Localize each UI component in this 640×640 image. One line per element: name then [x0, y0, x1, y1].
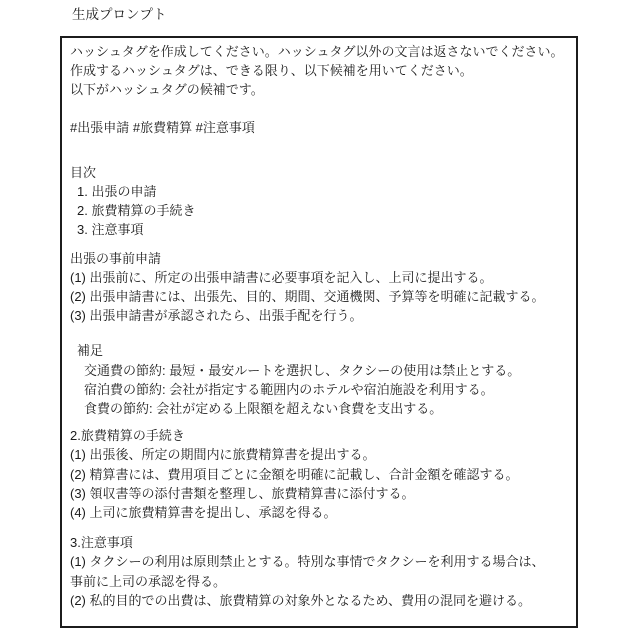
text-line: (3) 出張申請書が承認されたら、出張手配を行う。 [70, 308, 363, 324]
text-line: (1) 出張後、所定の期間内に旅費精算書を提出する。 [70, 447, 376, 463]
text-line: 2.旅費精算の手続き [70, 428, 185, 444]
text-line: (2) 出張申請書には、出張先、目的、期間、交通機関、予算等を明確に記載する。 [70, 289, 545, 305]
text-line: (2) 精算書には、費用項目ごとに金額を明確に記載し、合計金額を確認する。 [70, 466, 519, 482]
section-supplement [70, 341, 574, 418]
text-line: #出張申請 #旅費精算 #注意事項 [70, 119, 255, 135]
text-line: (1) 出張前に、所定の出張申請書に必要事項を記入し、上司に提出する。 [70, 269, 493, 285]
text-line: (2) 私的目的での出費は、旅費精算の対象外となるため、費用の混同を避ける。 [70, 592, 531, 608]
section-notes [70, 533, 574, 610]
text-line: (1) タクシーの利用は原則禁止とする。特別な事情でタクシーを利用する場合は、 [70, 554, 545, 570]
page-title: 生成プロンプト [72, 7, 167, 22]
text-line: 宿泊費の節約: 会社が指定する範囲内のホテルや宿泊施設を利用する。 [84, 381, 494, 397]
section-pre-trip-application [70, 249, 574, 326]
text-line: (4) 上司に旅費精算書を提出し、承認を得る。 [70, 505, 337, 521]
instruction-paragraph [70, 42, 574, 100]
section-expense-settlement-procedure [70, 426, 574, 522]
table-of-contents [70, 163, 574, 240]
text-line: ハッシュタグを作成してください。ハッシュタグ以外の文言は返さないでください。 [70, 44, 564, 59]
text-line: 目次 [70, 164, 97, 180]
text-line: 出張の事前申請 [70, 250, 162, 266]
text-line: 事前に上司の承認を得る。 [70, 573, 227, 589]
text-line: 3.注意事項 [70, 535, 133, 551]
text-line: 作成するハッシュタグは、できる限り、以下候補を用いてください。 [70, 63, 473, 79]
prompt-box [60, 36, 578, 628]
text-line: 3. 注意事項 [77, 222, 144, 238]
text-line: (3) 領収書等の添付書類を整理し、旅費精算書に添付する。 [70, 485, 415, 501]
text-line: 以下がハッシュタグの候補です。 [70, 82, 264, 98]
text-line: 補足 [77, 343, 104, 359]
text-line: 1. 出張の申請 [77, 184, 157, 200]
text-line: 交通費の節約: 最短・最安ルートを選択し、タクシーの使用は禁止とする。 [84, 362, 521, 378]
hashtag-candidates [70, 118, 574, 137]
text-line: 食費の節約: 会社が定める上限額を超えない食費を支出する。 [84, 401, 443, 417]
text-line: 2. 旅費精算の手続き [77, 203, 196, 219]
